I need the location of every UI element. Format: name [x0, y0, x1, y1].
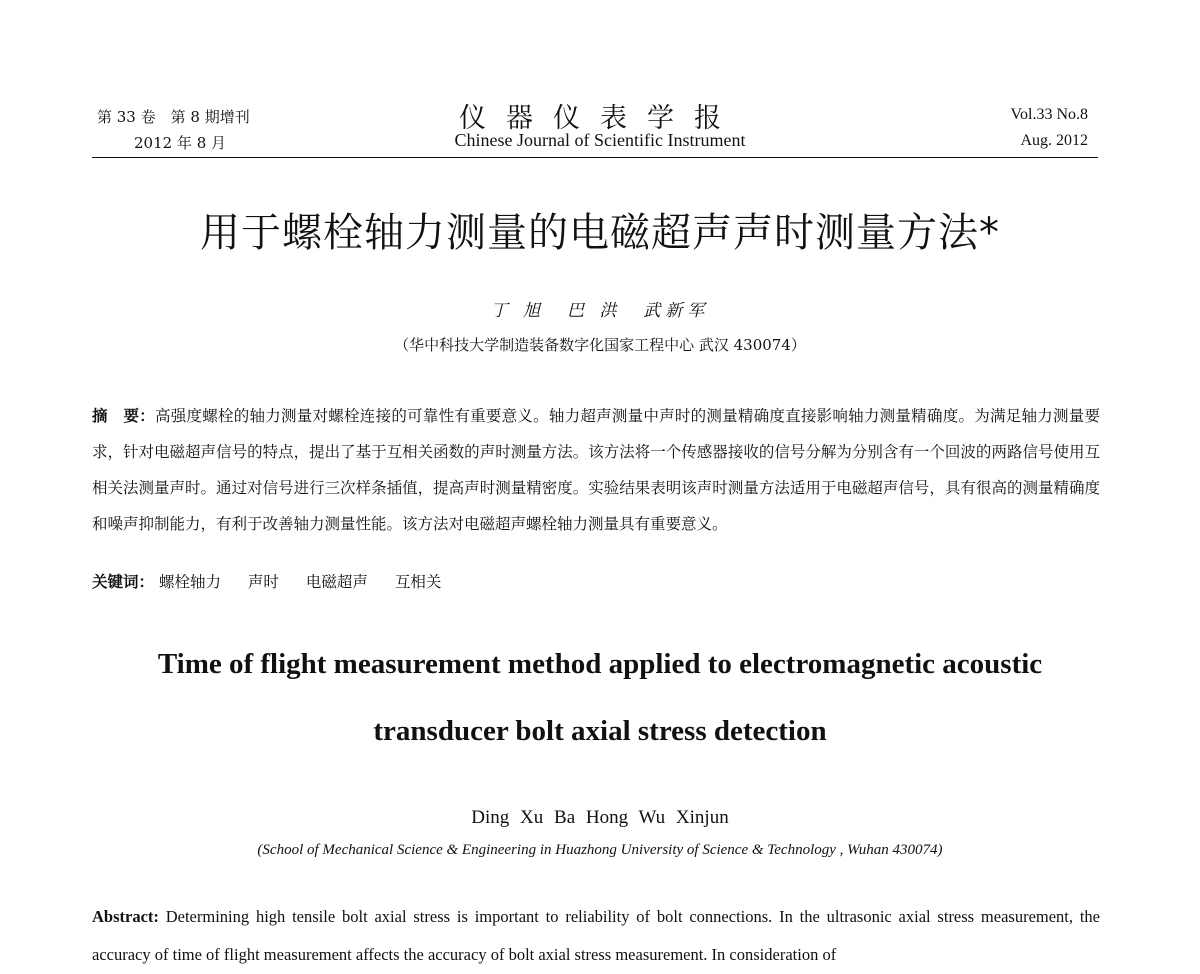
- keyword: 互相关: [394, 573, 442, 591]
- keyword: 电磁超声: [305, 573, 368, 591]
- abstract-cn-text: 高强度螺栓的轴力测量对螺栓连接的可靠性有重要意义。轴力超声测量中声时的测量精确度直接影响轴力测量精确度。为满足轴力测量要求，针对电磁超声信号的特点，提出了基于互相关函数的声时测量方法。该方法将一个传感器接收的信号分解为分别含有一个回波的两路信号使用互相关法测量声时。通过对信号进行三次样条插值，提高声时测量精密度。实验结果表明该声时测量方法适用于电磁超声信号，具有很高的测量精确度和噪声抑制能力，有利于改善轴力测量性能。该方法对电磁超声螺栓轴力测量具有重要意义。: [92, 407, 1100, 533]
- abstract-en-text: Determining high tensile bolt axial stress is important to reliability of bolt connections. In the ultrasonic axial stress measurement, the accuracy of time of flight measurement affects the accuracy of bolt axial stress measurement. In consideration of: [92, 907, 1100, 964]
- volume-en: Vol.33 No.8: [1010, 106, 1088, 123]
- abstract-cn: [92, 398, 1100, 542]
- affiliation-en: (School of Mechanical Science & Engineering in Huazhong University of Science & Technology , Wuhan 430074): [257, 842, 943, 858]
- paper-title-en-line2: transducer bolt axial stress detection: [373, 715, 827, 747]
- journal-title-cn: 仪器仪表学报: [459, 103, 741, 134]
- keyword: 声时: [247, 573, 279, 591]
- date-cn: 2012 年 8 月: [134, 134, 227, 152]
- abstract-cn-label: 摘 要：: [92, 407, 156, 425]
- date-en: Aug. 2012: [1020, 132, 1088, 149]
- keyword: 螺栓轴力: [158, 573, 221, 591]
- keywords-cn-label: 关键词：: [92, 573, 155, 591]
- authors-cn: 丁 旭 巴 洪 武新军: [490, 301, 710, 321]
- paper-title-cn: 用于螺栓轴力测量的电磁超声声时测量方法*: [200, 210, 1000, 256]
- keywords-cn: [92, 570, 463, 592]
- journal-title-en: Chinese Journal of Scientific Instrument: [454, 130, 746, 150]
- authors-en: Ding Xu Ba Hong Wu Xinjun: [471, 807, 729, 828]
- volume-issue: 第 33 卷 第 8 期增刊: [97, 108, 250, 126]
- abstract-en-label: Abstract:: [92, 907, 159, 926]
- abstract-en: [92, 898, 1100, 974]
- header-rule: [92, 157, 1098, 158]
- paper-title-en-line1: Time of flight measurement method applied to electromagnetic acoustic: [157, 648, 1043, 680]
- affiliation-cn: （华中科技大学制造装备数字化国家工程中心 武汉 430074）: [394, 336, 806, 354]
